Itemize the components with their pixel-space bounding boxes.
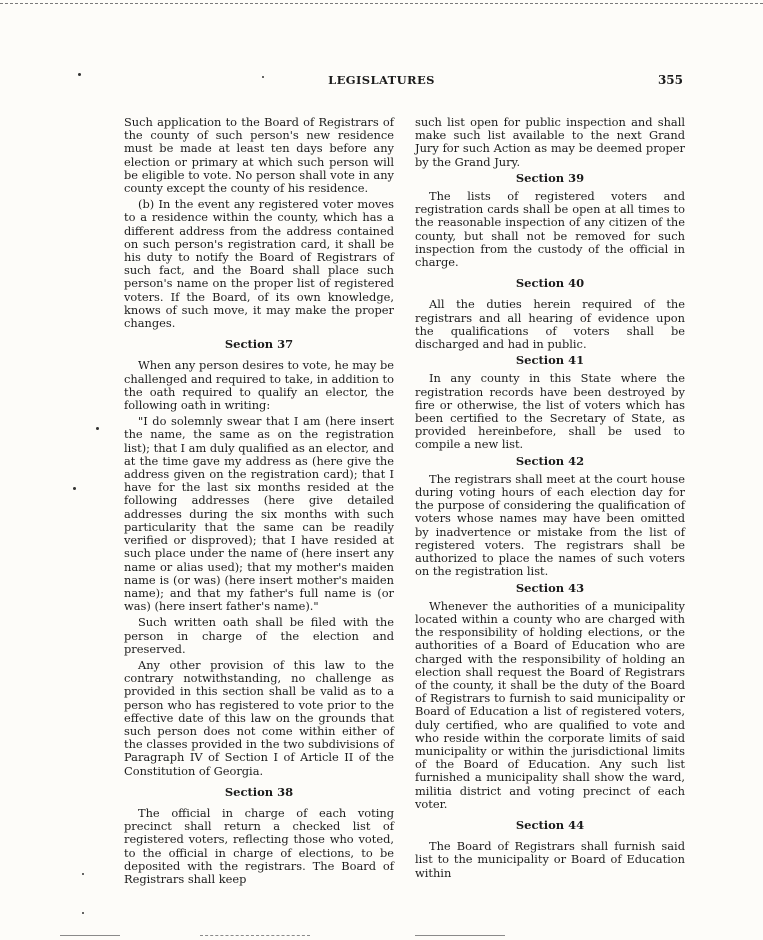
paragraph: The official in charge of each voting precinct shall return a checked list of registered voters, reflecting those who voted, to the official in charge of elections, to be deposited with the registrars. The Board of Registrars shall keep <box>124 805 394 886</box>
scan-speck <box>82 912 84 914</box>
section-heading: Section 39 <box>515 170 585 185</box>
section-heading: Section 44 <box>515 817 585 832</box>
paragraph: Such application to the Board of Registrars of the county of such person's new residence must be made at least ten days before any election or primary at which such person will be eligible to vote. No person shall vote in any county except the county of his residence. <box>124 115 394 196</box>
section-heading: Section 37 <box>224 337 294 352</box>
bottom-edge-rule <box>415 935 505 936</box>
page-number: 355 <box>657 73 683 87</box>
section-heading: Section 40 <box>515 276 585 291</box>
bottom-edge-rule <box>60 935 120 936</box>
scan-speck <box>262 76 264 78</box>
paragraph: When any person desires to vote, he may be challenged and required to take, in addition to the oath required to qualify an elector, the following oath in writing: <box>124 358 394 413</box>
top-edge-rule <box>0 3 763 4</box>
paragraph: The lists of registered voters and registration cards shall be open at all times to the reasonable inspection of any citizen of the county, but shall not be removed for such inspection from the custody of the official in charge. <box>415 189 685 270</box>
section-heading: Section 41 <box>515 353 585 368</box>
paragraph: The Board of Registrars shall furnish said list to the municipality or Board of Education within <box>415 839 685 880</box>
section-heading: Section 43 <box>515 580 585 595</box>
scan-speck <box>82 873 84 875</box>
left-column <box>124 116 394 889</box>
paragraph: All the duties herein required of the registrars and all hearing of evidence upon the qualifications of voters shall be discharged and had in public. <box>415 297 685 352</box>
paragraph: Whenever the authorities of a municipality located within a county who are charged with the responsibility of holding elections, or the authorities of a Board of Education who are charged with the responsibility of holding an election shall request the Board of Registrars of the county, it shall be the duty of the Board of Registrars to furnish to said municipality or Board of Education a list of registered voters, duly certified, who are qualified to vote and who reside within the corporate limits of said municipality or within the jurisdictional limits of the Board of Education. Any such list furnished a municipality shall show the ward, militia district and voting precinct of each voter. <box>415 598 685 811</box>
section-heading: Section 42 <box>515 453 585 468</box>
scan-speck <box>73 487 76 490</box>
paragraph: Any other provision of this law to the contrary notwithstanding, no challenge as provided in this section shall be valid as to a person who has registered to vote prior to the effective date of this law on the grounds that such person does not come within either of the classes provided in the two subdivisions of Paragraph IV of Section I of Article II of the Constitution of Georgia. <box>124 657 394 778</box>
scan-speck <box>96 427 99 430</box>
scan-speck <box>78 73 81 76</box>
running-header-title: LEGISLATURES <box>328 73 435 87</box>
paragraph: such list open for public inspection and shall make such list available to the next Grand Jury for such Action as may be deemed proper by the Grand Jury. <box>415 115 685 169</box>
paragraph: In any county in this State where the registration records have been destroyed by fire or otherwise, the list of voters which has been certified to the Secretary of State, as provided hereinbefore, shall be used to compile a new list. <box>415 371 685 452</box>
right-column <box>415 116 685 883</box>
paragraph: The registrars shall meet at the court house during voting hours of each election day for the purpose of considering the qualification of voters whose names may have been omitted by inadvertence or mistake from the list of registered voters. The registrars shall be authorized to place the names of such voters on the registration list. <box>415 471 685 579</box>
paragraph: Such written oath shall be filed with the person in charge of the election and preserved. <box>124 615 394 656</box>
bottom-edge-rule <box>200 935 310 936</box>
oath-paragraph: "I do solemnly swear that I am (here insert the name, the same as on the registration list); that I am duly qualified as an elector, and at the time gave my address as (here give the address given on the registration card); that I have for the last six months resided at the following addresses (here give detailed addresses during the six months with such particularity that the same can be readily verified or disproved); that I have resided at such place under the name of (here insert any name or alias used); that my mother's maiden name is (or was) (here insert mother's maiden name); and that my father's full name is (or was) (here insert father's name)." <box>124 414 394 614</box>
paragraph: (b) In the event any registered voter moves to a residence within the county, which has a different address from the address contained on such person's registration card, it shall be his duty to notify the Board of Registrars of such fact, and the Board shall place such person's name on the proper list of registered voters. If the Board, of its own knowledge, knows of such move, it may make the proper changes. <box>124 197 394 331</box>
section-heading: Section 38 <box>224 784 294 799</box>
